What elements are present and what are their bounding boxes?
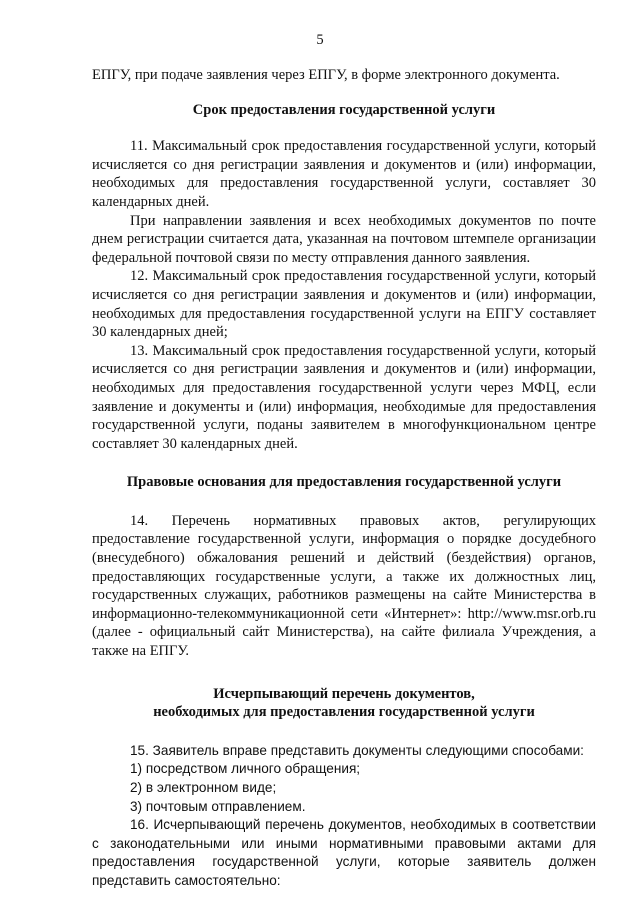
page-number: 5 [316,32,324,48]
paragraph-12: 12. Максимальный срок предоставления государственной услуги, который исчисляется со дня регистрации заявления и документов и (или) информации, необходимых для предоставления государственной услуги на ЕПГУ составляет 30 календарных дней; [92,268,596,341]
paragraph-15-item-3: 3) почтовым отправлением. [130,798,306,814]
paragraph-15-item-1: 1) посредством личного обращения; [130,761,361,777]
document-body [92,66,596,891]
paragraph-16: 16. Исчерпывающий перечень документов, необходимых в соответствии с законодательными или иными нормативными правовыми актами для предоставления государственной услуги, которые заявитель должен представить самостоятельно: [92,817,596,888]
paragraph-14: 14. Перечень нормативных правовых актов, регулирующих предоставление государственной услуги, информация о порядке досудебного (внесудебного) обжалования решений и действий (бездействия) органов, предоставляющих государственные услуги, а также их должностных лиц, государственных служащих, работников размещены на сайте Министерства в информационно-телекоммуникационной сети «Интернет»: http://www.msr.orb.ru (далее - официальный сайт Министерства), на сайте филиала Учреждения, а также на ЕПГУ. [92,512,596,660]
paragraph-15: 15. Заявитель вправе представить документы следующими способами: [130,742,584,758]
paragraph-11: 11. Максимальный срок предоставления государственной услуги, который исчисляется со дня регистрации заявления и документов и (или) информации, необходимых для предоставления государственной услуги, составляет 30 календарных дней. [92,138,596,210]
heading-documents-line-2: необходимых для предоставления государственной услуги [153,704,535,721]
paragraph-15-item-2: 2) в электронном виде; [130,780,277,795]
heading-legal-basis: Правовые основания для предоставления государственной услуги [126,474,562,491]
heading-documents-line-1: Исчерпывающий перечень документов, [213,685,475,702]
heading-documents-list [92,685,596,722]
paragraph-13: 13. Максимальный срок предоставления государственной услуги, который исчисляется со дня регистрации заявления и документов и (или) информации, необходимых для предоставления государственной услуги через МФЦ, если заявление и документы и (или) информация, необходимые для предоставления государственной услуги, поданы заявителем в многофункциональном центре составляет 30 календарных дней. [92,342,596,452]
heading-service-term: Срок предоставления государственной услуги [192,101,496,118]
intro-line: ЕПГУ, при подаче заявления через ЕПГУ, в форме электронного документа. [92,67,560,83]
paragraph-11-mail: При направлении заявления и всех необходимых документов по почте днем регистрации считается дата, указанная на почтовом штемпеле организации федеральной почтовой связи по месту отправления данного заявления. [92,212,596,266]
